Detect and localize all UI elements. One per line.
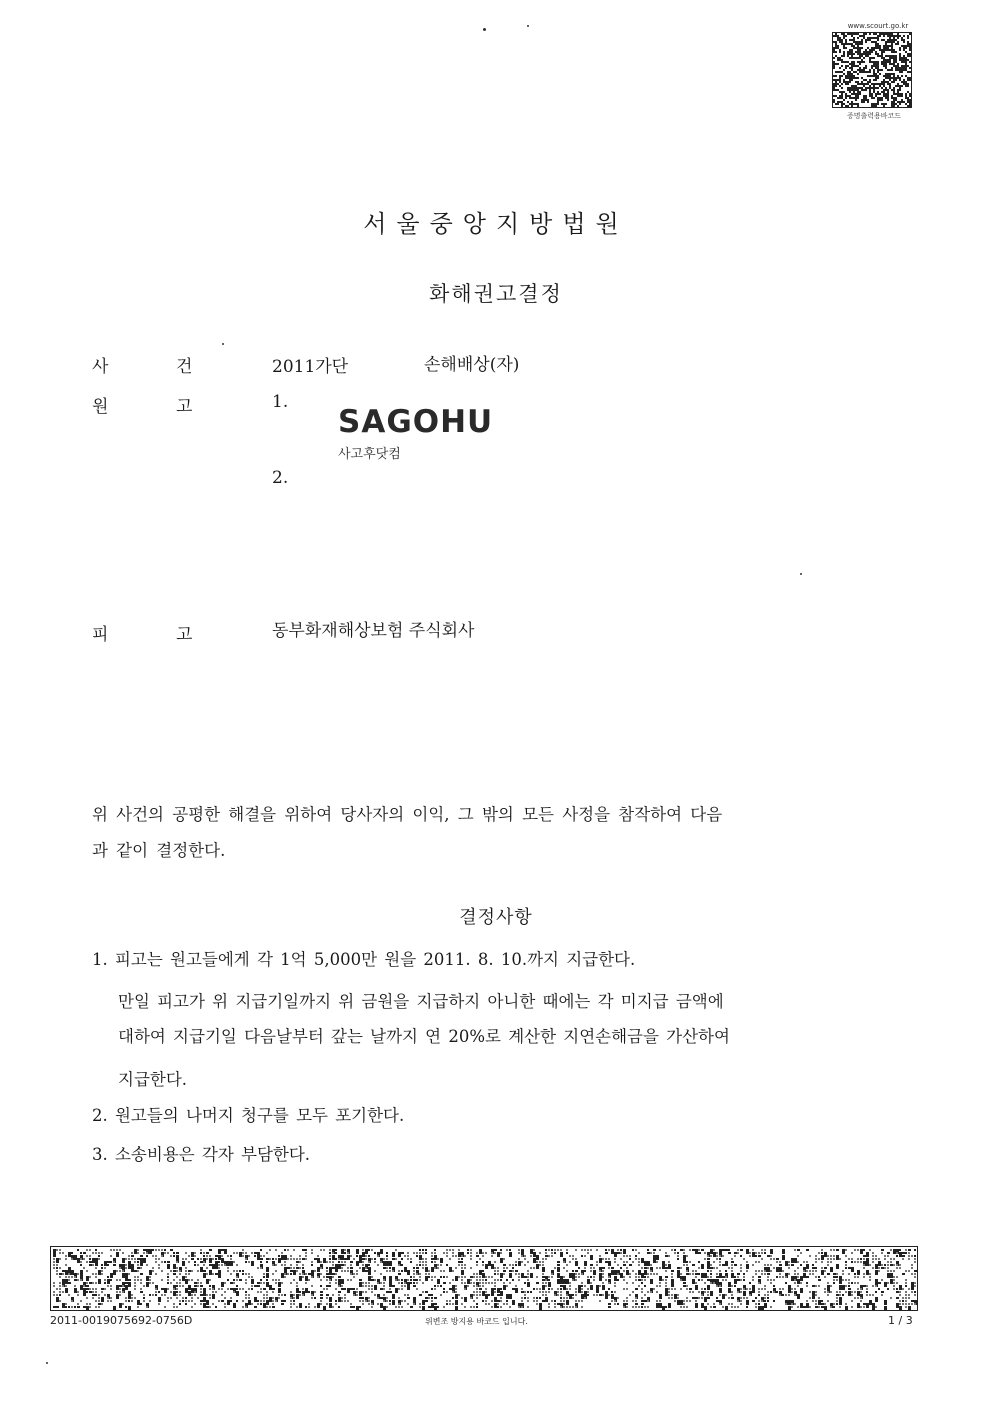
barcode-note: 위변조 방지용 바코드 입니다. [425,1317,528,1326]
scan-speck [222,343,224,345]
certification-barcode [832,32,912,108]
defendant-name: 동부화재해상보험 주식회사 [272,621,475,641]
decision-item-2: 2. 원고들의 나머지 청구를 모두 포기한다. [92,1106,405,1125]
sagohu-logo: SAGOHU [338,404,494,440]
scan-speck [483,28,486,31]
sagohu-logo-sub: 사고후닷컴 [338,447,401,462]
barcode-pattern-icon [51,1247,917,1310]
plaintiff-2: 2. [272,468,289,488]
case-number: 2011가단 [272,357,349,377]
case-label-1: 사 [92,357,109,377]
decision-item-1-line-4: 지급한다. [118,1070,188,1089]
case-label-2: 건 [176,357,193,377]
decision-item-3: 3. 소송비용은 각자 부담한다. [92,1145,311,1164]
plaintiff-label-1: 원 [92,397,109,417]
scan-speck [527,25,529,27]
scan-speck [46,1362,48,1364]
decision-title: 결정사항 [459,907,533,928]
case-name: 손해배상(자) [424,355,520,375]
document-id: 2011-0019075692-0756D [50,1314,193,1327]
qr-pattern-icon [833,33,911,107]
decision-item-1: 1. 피고는 원고들에게 각 1억 5,000만 원을 2011. 8. 10.까지 지급한다. [92,950,636,969]
decision-item-1-line-2: 만일 피고가 위 지급기일까지 위 금원을 지급하지 아니한 때에는 각 미지급 금액에 [118,992,724,1011]
intro-line-2: 과 같이 결정한다. [92,841,226,860]
defendant-label-1: 피 [92,625,109,645]
barcode-label: 증명출력용바코드 [846,112,902,120]
anti-forgery-barcode [50,1246,918,1311]
defendant-label-2: 고 [176,625,193,645]
site-url: www.scourt.go.kr [847,22,909,30]
court-name: 서울중앙지방법원 [363,210,629,238]
plaintiff-label-2: 고 [176,397,193,417]
document-type: 화해권고결정 [429,282,563,306]
decision-item-1-line-3: 대하여 지급기일 다음날부터 갚는 날까지 연 20%로 계산한 지연손해금을 가산하여 [118,1027,730,1046]
page-number: 1 / 3 [888,1314,913,1327]
scan-speck [800,573,802,575]
intro-line-1: 위 사건의 공평한 해결을 위하여 당사자의 이익, 그 밖의 모든 사정을 참작하여 다음 [92,805,723,824]
plaintiff-1: 1. [272,392,289,412]
